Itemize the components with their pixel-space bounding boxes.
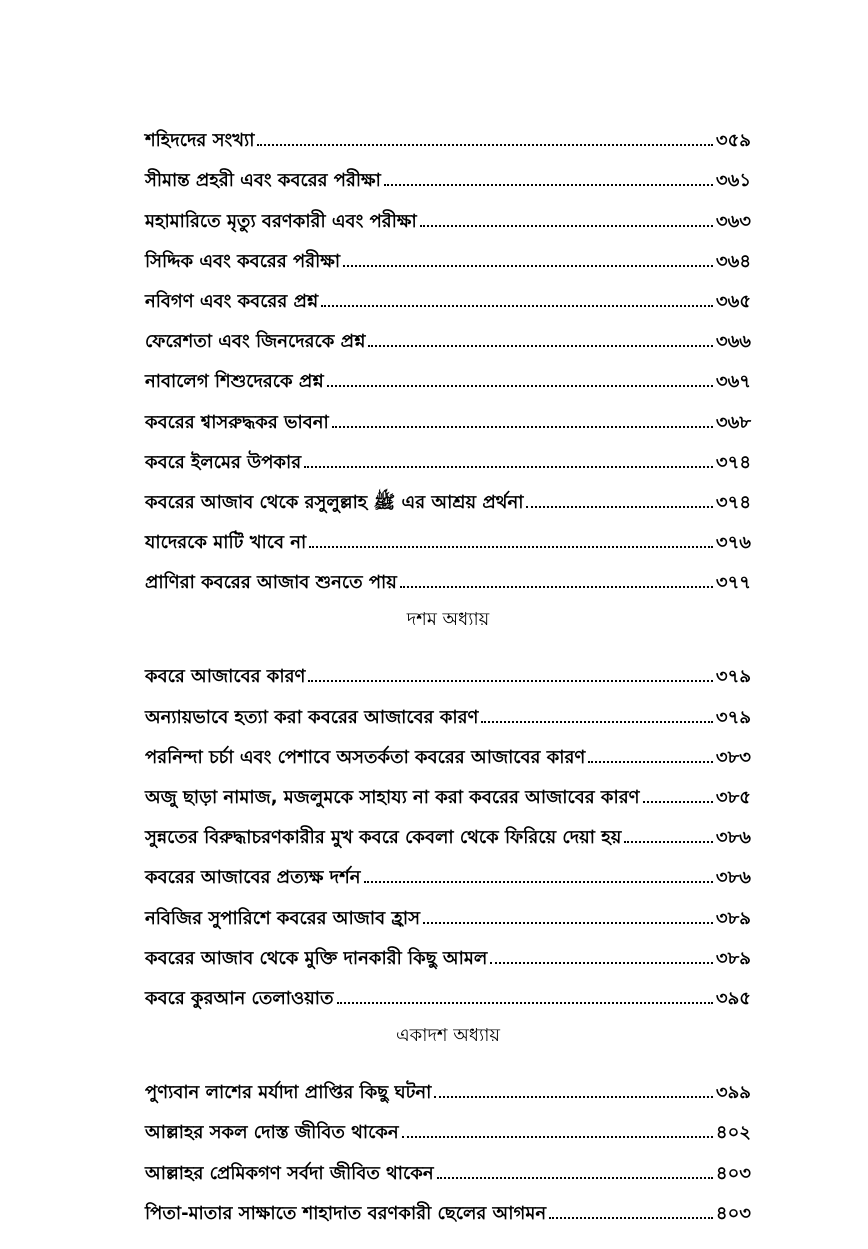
toc-entry-title: কবরের শ্বাসরুদ্ধকর ভাবনা bbox=[145, 411, 329, 433]
toc-entry-page: ৩৬১ bbox=[715, 170, 751, 192]
dot-leader bbox=[304, 466, 713, 468]
toc-entry-page: ৩৮৯ bbox=[715, 947, 751, 969]
dot-leader bbox=[434, 1096, 713, 1098]
dot-leader bbox=[327, 385, 713, 387]
dot-leader bbox=[343, 265, 713, 267]
toc-section bbox=[145, 1010, 751, 1223]
toc-entry-title: কবরে কুরআন তেলাওয়াত bbox=[145, 987, 334, 1009]
toc-entry-page: ৩৮৬ bbox=[715, 867, 751, 889]
dot-leader bbox=[643, 801, 713, 803]
toc-entry-page: ৩৬৭ bbox=[715, 371, 751, 393]
toc-entry-title: পিতা-মাতার সাক্ষাতে শাহাদাত বরণকারী ছেলের আগমন bbox=[145, 1202, 547, 1224]
toc-entry-title: অজু ছাড়া নামাজ, মজলুমকে সাহায্য না করা কবরের আজাবের কারণ bbox=[145, 787, 640, 808]
toc-entry-title: কবরের আজাবের প্রত্যক্ষ দর্শন bbox=[145, 867, 361, 889]
toc-entry-title: আল্লাহর সকল দোস্ত জীবিত থাকেন bbox=[145, 1122, 399, 1144]
dot-leader bbox=[420, 225, 713, 227]
toc-entry[interactable] bbox=[145, 686, 751, 726]
toc-entry-page: ৩৬৩ bbox=[715, 210, 751, 232]
table-of-contents bbox=[145, 110, 751, 1223]
toc-entry-page: ৩৬৬ bbox=[715, 331, 751, 353]
toc-entry-page: ৩৭৪ bbox=[715, 451, 751, 473]
toc-entry[interactable] bbox=[145, 1142, 751, 1182]
toc-entry-title: সিদ্দিক এবং কবরের পরীক্ষা bbox=[145, 250, 341, 272]
dot-leader bbox=[384, 184, 713, 186]
toc-entry[interactable] bbox=[145, 968, 751, 1008]
dot-leader bbox=[437, 1177, 713, 1179]
toc-entry[interactable] bbox=[145, 311, 751, 351]
toc-entry-title: নাবালেগ শিশুদেরকে প্রশ্ন bbox=[145, 371, 324, 393]
dot-leader bbox=[257, 144, 712, 146]
toc-entry-title: পুণ্যবান লাশের মর্যাদা প্রাপ্তির কিছু ঘটনা bbox=[145, 1082, 432, 1104]
toc-entry-title: নবিজির সুপারিশে কবরের আজাব হ্রাস bbox=[145, 907, 421, 929]
toc-entry-page: ৩৯৫ bbox=[715, 987, 751, 1009]
toc-entry-page: ৪০২ bbox=[715, 1122, 751, 1144]
toc-entry[interactable] bbox=[145, 190, 751, 230]
dot-leader bbox=[402, 1136, 713, 1138]
toc-entry-page: ৩৯৯ bbox=[715, 1082, 751, 1104]
toc-entry-title: শহিদদের সংখ্যা bbox=[145, 130, 255, 152]
toc-entry[interactable] bbox=[145, 727, 751, 767]
toc-entry-title: যাদেরকে মাটি খাবে না bbox=[145, 532, 307, 554]
toc-entry-page: ৩৭৬ bbox=[715, 532, 751, 554]
toc-entry-page: ৩৮৫ bbox=[715, 787, 751, 808]
dot-leader bbox=[624, 841, 713, 843]
toc-entry-title: অন্যায়ভাবে হত্যা করা কবরের আজাবের কারণ bbox=[145, 706, 479, 728]
toc-entry[interactable] bbox=[145, 110, 751, 150]
toc-entry-title: নবিগণ এবং কবরের প্রশ্ন bbox=[145, 290, 319, 312]
toc-entry-title: প্রাণিরা কবরের আজাব শুনতে পায় bbox=[145, 572, 397, 594]
toc-entry-page: ৩৭৪ bbox=[715, 491, 751, 513]
toc-entry-title: কবরের আজাব থেকে মুক্তি দানকারী কিছু আমল bbox=[145, 947, 488, 969]
toc-entry-title: পরনিন্দা চর্চা এবং পেশাবে অসতর্কতা কবরের আজাবের কারণ bbox=[145, 746, 586, 768]
dot-leader bbox=[526, 506, 712, 508]
chapter-heading: একাদশ অধ্যায় bbox=[395, 1024, 501, 1046]
dot-leader bbox=[490, 962, 713, 964]
toc-entry-title: কবরে ইলমের উপকার bbox=[145, 451, 302, 473]
toc-entry-page: ৩৬৪ bbox=[715, 250, 751, 272]
toc-entry-page: ৩৮৬ bbox=[715, 827, 751, 849]
toc-entry-page: ৩৭৯ bbox=[715, 706, 751, 728]
dot-leader bbox=[588, 761, 713, 763]
dot-leader bbox=[321, 305, 713, 307]
toc-entry-page: ৩৫৯ bbox=[715, 130, 751, 152]
toc-entry-page: ৪০৩ bbox=[715, 1162, 751, 1184]
toc-entry-title: মহামারিতে মৃত্যু বরণকারী এবং পরীক্ষা bbox=[145, 210, 417, 232]
toc-section bbox=[145, 594, 751, 1008]
dot-leader bbox=[368, 345, 712, 347]
dot-leader bbox=[400, 586, 713, 588]
toc-entry-title: কবরে আজাবের কারণ bbox=[145, 666, 306, 688]
dot-leader bbox=[481, 721, 712, 723]
toc-entry-title: কবরের আজাব থেকে রসুলুল্লাহ ﷺ এর আশ্রয় প্রর্থনা bbox=[145, 491, 524, 513]
toc-entry[interactable] bbox=[145, 1102, 751, 1142]
toc-entry-page: ৩৬৫ bbox=[715, 290, 751, 312]
chapter-heading: দশম অধ্যায় bbox=[406, 609, 490, 631]
dot-leader bbox=[309, 546, 713, 548]
toc-entry-page: ৩৭৯ bbox=[715, 666, 751, 688]
toc-entry[interactable] bbox=[145, 887, 751, 927]
toc-entry-title: সুন্নতের বিরুদ্ধাচরণকারীর মুখ কবরে কেবলা থেকে ফিরিয়ে দেয়া হয় bbox=[145, 827, 622, 849]
toc-entry[interactable] bbox=[145, 472, 751, 512]
toc-entry[interactable] bbox=[145, 351, 751, 391]
toc-entry-page: ৩৬৮ bbox=[715, 411, 751, 433]
toc-section bbox=[145, 110, 751, 592]
dot-leader bbox=[308, 680, 713, 682]
toc-entry[interactable] bbox=[145, 646, 751, 686]
toc-entry[interactable] bbox=[145, 552, 751, 592]
toc-entry-page: ৩৮৯ bbox=[715, 907, 751, 929]
toc-entry[interactable] bbox=[145, 150, 751, 190]
dot-leader bbox=[423, 922, 713, 924]
toc-entry[interactable] bbox=[145, 847, 751, 887]
toc-entry[interactable] bbox=[145, 767, 751, 807]
toc-entry[interactable] bbox=[145, 928, 751, 968]
dot-leader bbox=[337, 1002, 713, 1004]
dot-leader bbox=[549, 1217, 713, 1219]
toc-entry[interactable] bbox=[145, 432, 751, 472]
toc-entry-title: আল্লাহর প্রেমিকগণ সর্বদা জীবিত থাকেন bbox=[145, 1162, 434, 1184]
toc-entry-title: সীমান্ত প্রহরী এবং কবরের পরীক্ষা bbox=[145, 170, 381, 192]
toc-entry[interactable] bbox=[145, 1183, 751, 1223]
toc-entry[interactable] bbox=[145, 807, 751, 847]
dot-leader bbox=[364, 881, 713, 883]
toc-entry[interactable] bbox=[145, 271, 751, 311]
toc-entry[interactable] bbox=[145, 231, 751, 271]
toc-entry[interactable] bbox=[145, 1062, 751, 1102]
dot-leader bbox=[332, 426, 713, 428]
toc-entry-page: ৪০৩ bbox=[715, 1202, 751, 1224]
toc-entry-title: ফেরেশতা এবং জিনদেরকে প্রশ্ন bbox=[145, 331, 366, 353]
toc-entry-page: ৩৮৩ bbox=[715, 746, 751, 768]
toc-entry[interactable] bbox=[145, 391, 751, 431]
toc-entry-page: ৩৭৭ bbox=[715, 572, 751, 594]
toc-entry[interactable] bbox=[145, 512, 751, 552]
